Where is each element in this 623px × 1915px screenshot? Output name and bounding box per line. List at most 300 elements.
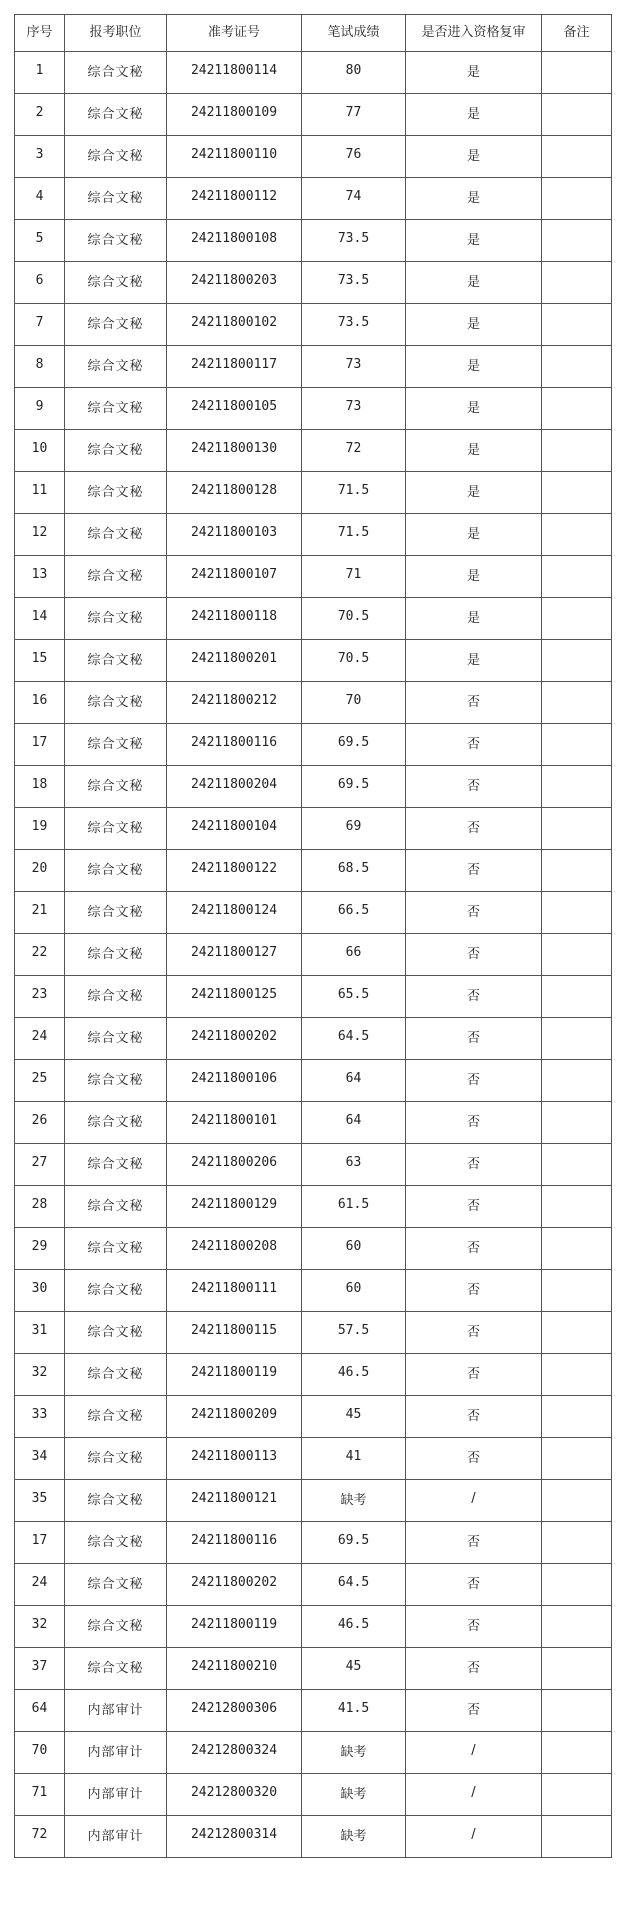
cell-remarks xyxy=(542,52,612,94)
cell-qualification-review: 是 xyxy=(406,304,542,346)
cell-exam-number: 24211800212 xyxy=(167,682,302,724)
table-row xyxy=(15,640,612,682)
cell-remarks xyxy=(542,808,612,850)
cell-score: 65.5 xyxy=(302,976,406,1018)
cell-position: 综合文秘 xyxy=(65,1438,167,1480)
cell-exam-number: 24211800208 xyxy=(167,1228,302,1270)
cell-exam-number: 24211800112 xyxy=(167,178,302,220)
cell-position: 内部审计 xyxy=(65,1774,167,1816)
cell-exam-number: 24211800127 xyxy=(167,934,302,976)
cell-qualification-review: 否 xyxy=(406,850,542,892)
cell-remarks xyxy=(542,304,612,346)
cell-position: 综合文秘 xyxy=(65,94,167,136)
cell-qualification-review: 否 xyxy=(406,1018,542,1060)
cell-remarks xyxy=(542,388,612,430)
cell-remarks xyxy=(542,346,612,388)
table-row xyxy=(15,472,612,514)
cell-remarks xyxy=(542,556,612,598)
cell-qualification-review: 否 xyxy=(406,1102,542,1144)
cell-remarks xyxy=(542,1228,612,1270)
cell-position: 综合文秘 xyxy=(65,1060,167,1102)
cell-exam-number: 24211800119 xyxy=(167,1606,302,1648)
cell-score: 45 xyxy=(302,1648,406,1690)
cell-index: 12 xyxy=(15,514,65,556)
cell-exam-number: 24211800116 xyxy=(167,1522,302,1564)
cell-qualification-review: / xyxy=(406,1816,542,1858)
cell-score: 57.5 xyxy=(302,1312,406,1354)
cell-remarks xyxy=(542,1312,612,1354)
table-row xyxy=(15,1312,612,1354)
cell-index: 34 xyxy=(15,1438,65,1480)
table-row xyxy=(15,1060,612,1102)
cell-score: 70.5 xyxy=(302,640,406,682)
table-row xyxy=(15,808,612,850)
cell-exam-number: 24211800128 xyxy=(167,472,302,514)
cell-position: 综合文秘 xyxy=(65,388,167,430)
table-row xyxy=(15,1018,612,1060)
cell-position: 综合文秘 xyxy=(65,934,167,976)
cell-exam-number: 24211800114 xyxy=(167,52,302,94)
cell-remarks xyxy=(542,1774,612,1816)
cell-index: 30 xyxy=(15,1270,65,1312)
cell-qualification-review: / xyxy=(406,1732,542,1774)
cell-score: 41.5 xyxy=(302,1690,406,1732)
cell-score: 缺考 xyxy=(302,1774,406,1816)
cell-index: 20 xyxy=(15,850,65,892)
cell-position: 综合文秘 xyxy=(65,976,167,1018)
cell-position: 综合文秘 xyxy=(65,220,167,262)
cell-position: 综合文秘 xyxy=(65,52,167,94)
cell-remarks xyxy=(542,220,612,262)
cell-qualification-review: 否 xyxy=(406,1606,542,1648)
table-row xyxy=(15,1438,612,1480)
cell-qualification-review: 是 xyxy=(406,388,542,430)
cell-exam-number: 24211800104 xyxy=(167,808,302,850)
cell-index: 32 xyxy=(15,1354,65,1396)
cell-position: 综合文秘 xyxy=(65,304,167,346)
cell-qualification-review: 否 xyxy=(406,1396,542,1438)
table-row xyxy=(15,1564,612,1606)
cell-index: 3 xyxy=(15,136,65,178)
cell-qualification-review: 是 xyxy=(406,52,542,94)
cell-remarks xyxy=(542,1102,612,1144)
cell-score: 69.5 xyxy=(302,724,406,766)
cell-index: 4 xyxy=(15,178,65,220)
table-row xyxy=(15,892,612,934)
table-row xyxy=(15,220,612,262)
cell-score: 69 xyxy=(302,808,406,850)
cell-index: 17 xyxy=(15,724,65,766)
cell-position: 综合文秘 xyxy=(65,472,167,514)
table-body xyxy=(15,52,612,1858)
cell-exam-number: 24211800206 xyxy=(167,1144,302,1186)
cell-qualification-review: 是 xyxy=(406,94,542,136)
cell-score: 64.5 xyxy=(302,1018,406,1060)
cell-score: 63 xyxy=(302,1144,406,1186)
cell-remarks xyxy=(542,1060,612,1102)
cell-score: 70 xyxy=(302,682,406,724)
cell-exam-number: 24211800105 xyxy=(167,388,302,430)
cell-qualification-review: 是 xyxy=(406,220,542,262)
cell-index: 64 xyxy=(15,1690,65,1732)
cell-qualification-review: 否 xyxy=(406,808,542,850)
cell-exam-number: 24211800210 xyxy=(167,1648,302,1690)
cell-remarks xyxy=(542,1354,612,1396)
cell-qualification-review: 否 xyxy=(406,1060,542,1102)
cell-position: 综合文秘 xyxy=(65,1564,167,1606)
cell-position: 综合文秘 xyxy=(65,136,167,178)
cell-index: 28 xyxy=(15,1186,65,1228)
cell-remarks xyxy=(542,598,612,640)
cell-remarks xyxy=(542,850,612,892)
cell-remarks xyxy=(542,1438,612,1480)
cell-index: 32 xyxy=(15,1606,65,1648)
cell-qualification-review: 否 xyxy=(406,934,542,976)
cell-exam-number: 24211800124 xyxy=(167,892,302,934)
cell-exam-number: 24212800320 xyxy=(167,1774,302,1816)
cell-position: 内部审计 xyxy=(65,1816,167,1858)
cell-exam-number: 24211800125 xyxy=(167,976,302,1018)
cell-remarks xyxy=(542,1648,612,1690)
cell-remarks xyxy=(542,1732,612,1774)
cell-position: 综合文秘 xyxy=(65,1144,167,1186)
cell-remarks xyxy=(542,472,612,514)
cell-exam-number: 24212800314 xyxy=(167,1816,302,1858)
cell-index: 13 xyxy=(15,556,65,598)
cell-index: 10 xyxy=(15,430,65,472)
cell-position: 综合文秘 xyxy=(65,640,167,682)
cell-score: 66 xyxy=(302,934,406,976)
cell-index: 16 xyxy=(15,682,65,724)
cell-qualification-review: 是 xyxy=(406,640,542,682)
cell-remarks xyxy=(542,262,612,304)
cell-position: 综合文秘 xyxy=(65,1648,167,1690)
cell-exam-number: 24211800109 xyxy=(167,94,302,136)
cell-exam-number: 24211800116 xyxy=(167,724,302,766)
cell-index: 9 xyxy=(15,388,65,430)
header-position: 报考职位 xyxy=(65,15,167,52)
cell-remarks xyxy=(542,892,612,934)
table-row xyxy=(15,136,612,178)
cell-remarks xyxy=(542,1480,612,1522)
cell-qualification-review: 是 xyxy=(406,514,542,556)
results-table xyxy=(14,14,612,1858)
table-row xyxy=(15,1396,612,1438)
table-row xyxy=(15,598,612,640)
cell-remarks xyxy=(542,766,612,808)
table-row xyxy=(15,430,612,472)
cell-score: 缺考 xyxy=(302,1480,406,1522)
cell-index: 25 xyxy=(15,1060,65,1102)
table-row xyxy=(15,766,612,808)
cell-score: 60 xyxy=(302,1228,406,1270)
cell-index: 72 xyxy=(15,1816,65,1858)
cell-position: 综合文秘 xyxy=(65,1396,167,1438)
cell-score: 77 xyxy=(302,94,406,136)
cell-remarks xyxy=(542,1816,612,1858)
table-row xyxy=(15,682,612,724)
cell-remarks xyxy=(542,514,612,556)
cell-exam-number: 24211800119 xyxy=(167,1354,302,1396)
cell-position: 综合文秘 xyxy=(65,556,167,598)
cell-qualification-review: 否 xyxy=(406,766,542,808)
cell-index: 22 xyxy=(15,934,65,976)
cell-index: 24 xyxy=(15,1018,65,1060)
cell-exam-number: 24211800115 xyxy=(167,1312,302,1354)
cell-exam-number: 24212800324 xyxy=(167,1732,302,1774)
table-row xyxy=(15,388,612,430)
cell-remarks xyxy=(542,1564,612,1606)
cell-position: 综合文秘 xyxy=(65,1102,167,1144)
cell-position: 综合文秘 xyxy=(65,1186,167,1228)
cell-exam-number: 24211800130 xyxy=(167,430,302,472)
cell-qualification-review: 否 xyxy=(406,1354,542,1396)
cell-position: 综合文秘 xyxy=(65,850,167,892)
cell-qualification-review: 否 xyxy=(406,1690,542,1732)
cell-position: 综合文秘 xyxy=(65,1606,167,1648)
cell-position: 内部审计 xyxy=(65,1690,167,1732)
header-exam-number: 准考证号 xyxy=(167,15,302,52)
cell-remarks xyxy=(542,430,612,472)
cell-index: 19 xyxy=(15,808,65,850)
cell-remarks xyxy=(542,1186,612,1228)
cell-score: 74 xyxy=(302,178,406,220)
cell-exam-number: 24211800129 xyxy=(167,1186,302,1228)
cell-score: 73 xyxy=(302,346,406,388)
cell-index: 23 xyxy=(15,976,65,1018)
cell-position: 综合文秘 xyxy=(65,1018,167,1060)
cell-index: 8 xyxy=(15,346,65,388)
cell-qualification-review: 否 xyxy=(406,724,542,766)
cell-qualification-review: 否 xyxy=(406,682,542,724)
cell-position: 综合文秘 xyxy=(65,598,167,640)
header-qualification-review: 是否进入资格复审 xyxy=(406,15,542,52)
table-row xyxy=(15,976,612,1018)
cell-score: 46.5 xyxy=(302,1606,406,1648)
cell-score: 61.5 xyxy=(302,1186,406,1228)
cell-position: 内部审计 xyxy=(65,1732,167,1774)
cell-exam-number: 24211800201 xyxy=(167,640,302,682)
cell-position: 综合文秘 xyxy=(65,892,167,934)
cell-exam-number: 24211800108 xyxy=(167,220,302,262)
cell-qualification-review: 是 xyxy=(406,598,542,640)
cell-index: 37 xyxy=(15,1648,65,1690)
cell-exam-number: 24211800122 xyxy=(167,850,302,892)
cell-remarks xyxy=(542,1018,612,1060)
cell-exam-number: 24211800107 xyxy=(167,556,302,598)
cell-qualification-review: 否 xyxy=(406,1270,542,1312)
cell-exam-number: 24212800306 xyxy=(167,1690,302,1732)
cell-remarks xyxy=(542,94,612,136)
cell-exam-number: 24211800202 xyxy=(167,1564,302,1606)
cell-index: 15 xyxy=(15,640,65,682)
cell-remarks xyxy=(542,1606,612,1648)
cell-exam-number: 24211800113 xyxy=(167,1438,302,1480)
table-row xyxy=(15,1270,612,1312)
cell-position: 综合文秘 xyxy=(65,430,167,472)
table-header xyxy=(15,15,612,52)
table-row xyxy=(15,262,612,304)
cell-exam-number: 24211800117 xyxy=(167,346,302,388)
cell-qualification-review: 是 xyxy=(406,346,542,388)
cell-score: 71.5 xyxy=(302,514,406,556)
cell-score: 68.5 xyxy=(302,850,406,892)
cell-position: 综合文秘 xyxy=(65,766,167,808)
cell-position: 综合文秘 xyxy=(65,1312,167,1354)
cell-qualification-review: 是 xyxy=(406,262,542,304)
cell-remarks xyxy=(542,136,612,178)
cell-exam-number: 24211800103 xyxy=(167,514,302,556)
cell-qualification-review: 是 xyxy=(406,178,542,220)
cell-exam-number: 24211800121 xyxy=(167,1480,302,1522)
cell-position: 综合文秘 xyxy=(65,724,167,766)
cell-index: 35 xyxy=(15,1480,65,1522)
table-row xyxy=(15,1144,612,1186)
cell-remarks xyxy=(542,682,612,724)
cell-score: 80 xyxy=(302,52,406,94)
cell-qualification-review: 是 xyxy=(406,136,542,178)
cell-position: 综合文秘 xyxy=(65,1354,167,1396)
table-row xyxy=(15,1774,612,1816)
table-row xyxy=(15,1480,612,1522)
cell-exam-number: 24211800110 xyxy=(167,136,302,178)
cell-score: 76 xyxy=(302,136,406,178)
cell-exam-number: 24211800101 xyxy=(167,1102,302,1144)
cell-score: 60 xyxy=(302,1270,406,1312)
cell-index: 18 xyxy=(15,766,65,808)
cell-score: 73.5 xyxy=(302,304,406,346)
cell-index: 17 xyxy=(15,1522,65,1564)
cell-remarks xyxy=(542,640,612,682)
table-row xyxy=(15,304,612,346)
table-row xyxy=(15,94,612,136)
cell-score: 73.5 xyxy=(302,220,406,262)
cell-index: 11 xyxy=(15,472,65,514)
cell-exam-number: 24211800204 xyxy=(167,766,302,808)
cell-score: 64 xyxy=(302,1060,406,1102)
table-row xyxy=(15,1732,612,1774)
table-row xyxy=(15,346,612,388)
cell-qualification-review: 否 xyxy=(406,1144,542,1186)
header-score: 笔试成绩 xyxy=(302,15,406,52)
cell-score: 66.5 xyxy=(302,892,406,934)
cell-score: 缺考 xyxy=(302,1816,406,1858)
cell-score: 73.5 xyxy=(302,262,406,304)
header-row xyxy=(15,15,612,52)
cell-remarks xyxy=(542,1270,612,1312)
cell-qualification-review: 是 xyxy=(406,556,542,598)
table-row xyxy=(15,934,612,976)
cell-index: 29 xyxy=(15,1228,65,1270)
cell-exam-number: 24211800202 xyxy=(167,1018,302,1060)
table-row xyxy=(15,52,612,94)
table-row xyxy=(15,724,612,766)
cell-qualification-review: 是 xyxy=(406,430,542,472)
cell-score: 69.5 xyxy=(302,1522,406,1564)
cell-score: 71 xyxy=(302,556,406,598)
table-row xyxy=(15,1186,612,1228)
cell-exam-number: 24211800111 xyxy=(167,1270,302,1312)
table-row xyxy=(15,850,612,892)
cell-qualification-review: 否 xyxy=(406,892,542,934)
cell-index: 70 xyxy=(15,1732,65,1774)
cell-position: 综合文秘 xyxy=(65,1228,167,1270)
cell-score: 缺考 xyxy=(302,1732,406,1774)
cell-score: 41 xyxy=(302,1438,406,1480)
table-row xyxy=(15,1690,612,1732)
cell-remarks xyxy=(542,1690,612,1732)
cell-qualification-review: 否 xyxy=(406,1312,542,1354)
cell-score: 70.5 xyxy=(302,598,406,640)
cell-score: 46.5 xyxy=(302,1354,406,1396)
cell-index: 27 xyxy=(15,1144,65,1186)
table-row xyxy=(15,1102,612,1144)
table-row xyxy=(15,178,612,220)
cell-score: 72 xyxy=(302,430,406,472)
cell-index: 31 xyxy=(15,1312,65,1354)
cell-index: 5 xyxy=(15,220,65,262)
cell-score: 73 xyxy=(302,388,406,430)
cell-score: 69.5 xyxy=(302,766,406,808)
cell-index: 7 xyxy=(15,304,65,346)
cell-remarks xyxy=(542,976,612,1018)
cell-index: 21 xyxy=(15,892,65,934)
cell-position: 综合文秘 xyxy=(65,346,167,388)
cell-qualification-review: / xyxy=(406,1480,542,1522)
cell-qualification-review: 否 xyxy=(406,1186,542,1228)
cell-index: 2 xyxy=(15,94,65,136)
cell-exam-number: 24211800102 xyxy=(167,304,302,346)
cell-position: 综合文秘 xyxy=(65,262,167,304)
cell-exam-number: 24211800203 xyxy=(167,262,302,304)
table-row xyxy=(15,514,612,556)
table-row xyxy=(15,1228,612,1270)
cell-qualification-review: 否 xyxy=(406,1522,542,1564)
cell-index: 6 xyxy=(15,262,65,304)
cell-position: 综合文秘 xyxy=(65,178,167,220)
cell-position: 综合文秘 xyxy=(65,1480,167,1522)
table-row xyxy=(15,1606,612,1648)
table-row xyxy=(15,1522,612,1564)
cell-exam-number: 24211800118 xyxy=(167,598,302,640)
cell-qualification-review: 是 xyxy=(406,472,542,514)
cell-qualification-review: 否 xyxy=(406,976,542,1018)
cell-index: 71 xyxy=(15,1774,65,1816)
cell-position: 综合文秘 xyxy=(65,1270,167,1312)
table-row xyxy=(15,1816,612,1858)
cell-remarks xyxy=(542,1396,612,1438)
cell-score: 45 xyxy=(302,1396,406,1438)
cell-remarks xyxy=(542,934,612,976)
table-row xyxy=(15,556,612,598)
cell-index: 33 xyxy=(15,1396,65,1438)
cell-qualification-review: 否 xyxy=(406,1438,542,1480)
cell-qualification-review: / xyxy=(406,1774,542,1816)
cell-position: 综合文秘 xyxy=(65,1522,167,1564)
cell-score: 64 xyxy=(302,1102,406,1144)
cell-score: 71.5 xyxy=(302,472,406,514)
cell-index: 1 xyxy=(15,52,65,94)
cell-qualification-review: 否 xyxy=(406,1564,542,1606)
cell-remarks xyxy=(542,1522,612,1564)
cell-score: 64.5 xyxy=(302,1564,406,1606)
cell-exam-number: 24211800209 xyxy=(167,1396,302,1438)
cell-remarks xyxy=(542,724,612,766)
cell-index: 24 xyxy=(15,1564,65,1606)
cell-position: 综合文秘 xyxy=(65,682,167,724)
cell-position: 综合文秘 xyxy=(65,808,167,850)
cell-qualification-review: 否 xyxy=(406,1648,542,1690)
